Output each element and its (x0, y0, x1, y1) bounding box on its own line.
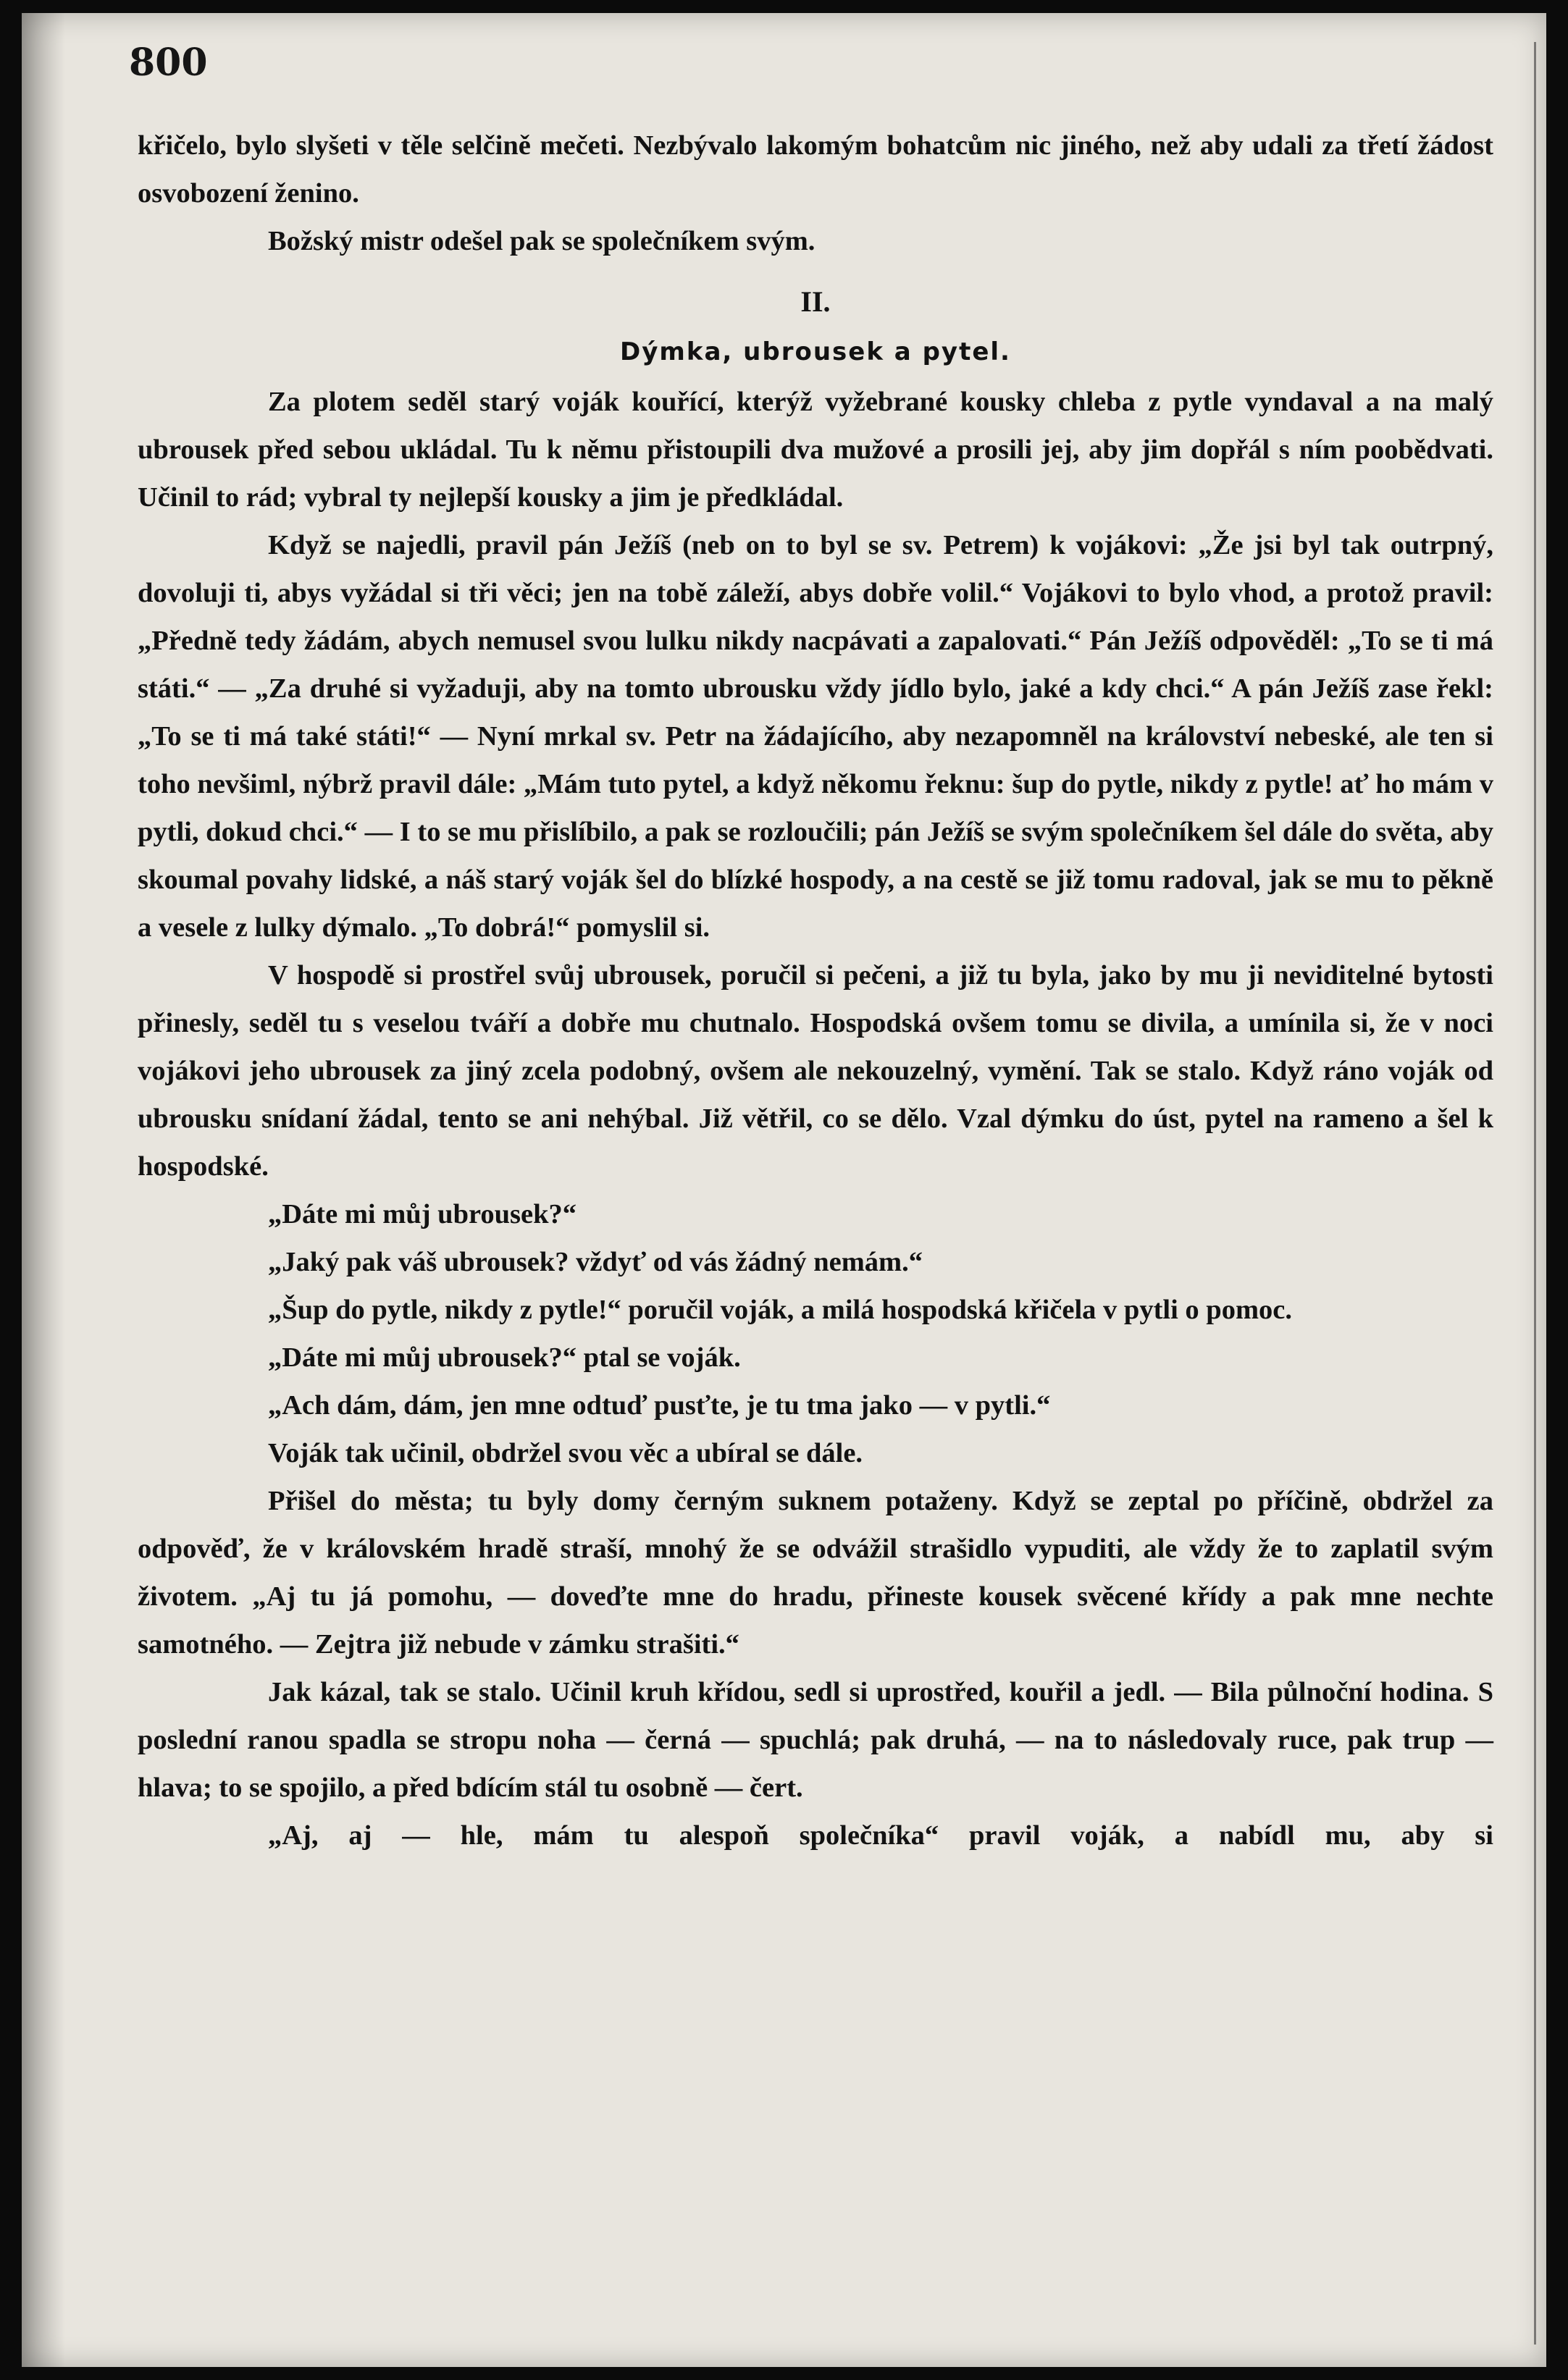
dialogue-line: „Dáte mi můj ubrousek?“ ptal se voják. (268, 1342, 741, 1373)
dialogue-line: „Jaký pak váš ubrousek? vždyť od vás žádný nemám.“ (268, 1247, 923, 1277)
paragraph: V hospodě si prostřel svůj ubrousek, poručil si pečeni, a již tu byla, jako by mu ji neviditelné bytosti přinesly, seděl tu s veselou tváří a dobře mu chutnalo. Hospodská ovšem tomu se divila, a umínila si, že v noci vojákovi jeho ubrousek za jiný zcela podobný, ovšem ale nekouzelný, vymění. Tak se stalo. Když ráno voják od ubrousku snídaní žádal, tento se ani nehýbal. Již větřil, co se dělo. Vzal dýmku do úst, pytel na rameno a šel k hospodské. (138, 960, 1493, 1182)
paragraph: Božský mistr odešel pak se společníkem svým. (268, 226, 816, 256)
section-title: Dýmka, ubrousek a pytel. (620, 337, 1011, 366)
dialogue-line: „Dáte mi můj ubrousek?“ (268, 1199, 577, 1229)
section-number: II. (800, 285, 831, 318)
paragraph: Jak kázal, tak se stalo. Učinil kruh křídou, sedl si uprostřed, kouřil a jedl. — Bila půlnoční hodina. S poslední ranou spadla se stropu noha — černá — spuchlá; pak druhá, — na to následovaly ruce, pak trup — hlava; to se spojilo, a před bdícím stál tu osobně — čert. (138, 1677, 1493, 1803)
page-number: 800 (129, 41, 208, 85)
book-page (22, 13, 1546, 2367)
paragraph: „Aj, aj — hle, mám tu alespoň společníka“ pravil voják, a nabídl mu, aby si (268, 1820, 1493, 1851)
paragraph: Přišel do města; tu byly domy černým suknem potaženy. Když se zeptal po příčině, obdržel za odpověď, že v královském hradě straší, mnohý že se odvážil strašidlo vypuditi, ale vždy že to zaplatil svým životem. „Aj tu já pomohu, — doveďte mne do hradu, přineste kousek svěcené křídy a pak mne nechte samotného. — Zejtra již nebude v zámku strašiti.“ (138, 1486, 1493, 1660)
paragraph: křičelo, bylo slyšeti v těle selčině mečeti. Nezbývalo lakomým bohatcům nic jiného, než aby udali za třetí žádost osvobození ženino. (138, 130, 1493, 209)
binding-shadow (22, 13, 65, 2367)
paragraph: Voják tak učinil, obdržel svou věc a ubíral se dále. (268, 1438, 863, 1468)
paragraph: Za plotem seděl starý voják kouřící, kterýž vyžebrané kousky chleba z pytle vyndaval a na malý ubrousek před sebou ukládal. Tu k němu přistoupili dva mužové a prosili jej, aby jim dopřál s ním poobědvati. Učinil to rád; vybral ty nejlepší kousky a jim je předkládal. (138, 387, 1493, 513)
dialogue-line: „Šup do pytle, nikdy z pytle!“ poručil voják, a milá hospodská křičela v pytli o pomoc. (268, 1295, 1292, 1325)
paragraph: Když se najedli, pravil pán Ježíš (neb on to byl se sv. Petrem) k vojákovi: „Že jsi byl tak outrpný, dovoluji ti, abys vyžádal si tři věci; jen na tobě záleží, abys dobře volil.“ Vojákovi to bylo vhod, a protož pravil: „Předně tedy žádám, abych nemusel svou lulku nikdy nacpávati a zapalovati.“ Pán Ježíš odpověděl: „To se ti má státi.“ — „Za druhé si vyžaduji, aby na tomto ubrousku vždy jídlo bylo, jaké a kdy chci.“ A pán Ježíš zase řekl: „To se ti má také státi!“ — Nyní mrkal sv. Petr na žádajícího, aby nezapomněl na království nebeské, ale ten si toho nevšiml, nýbrž pravil dále: „Mám tuto pytel, a když někomu řeknu: šup do pytle, nikdy z pytle! ať ho mám v pytli, dokud chci.“ — I to se mu přislíbilo, a pak se rozloučili; pán Ježíš se svým společníkem šel dále do světa, aby skoumal povahy lidské, a náš starý voják šel do blízké hospody, a na cestě se již tomu radoval, jak se mu to pěkně a vesele z lulky dýmalo. „To dobrá!“ pomyslil si. (138, 530, 1493, 943)
dialogue-line: „Ach dám, dám, jen mne odtuď pusťte, je tu tma jako — v pytli.“ (268, 1390, 1051, 1421)
page-edge (1534, 42, 1536, 2345)
body-text (138, 122, 1493, 1859)
